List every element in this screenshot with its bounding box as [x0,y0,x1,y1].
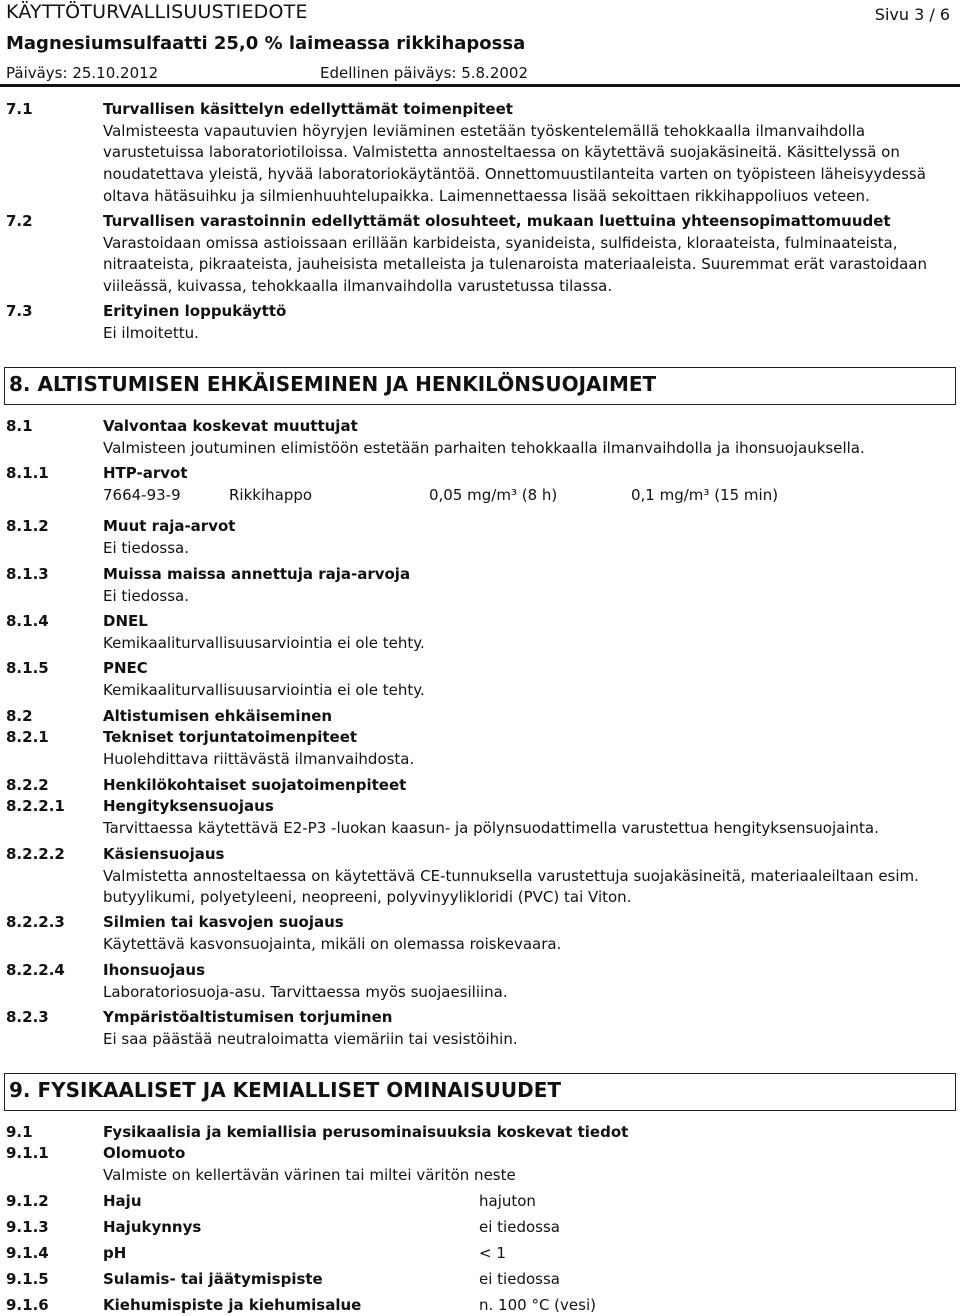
section-number: 9.1.1 [6,1144,49,1162]
section-number: 7.1 [6,100,33,118]
section-text: Ei ilmoitettu. [103,324,199,342]
section-text: Valmisteen joutuminen elimistöön estetään parhaiten tehokkaalla ilmanvaihdolla ja ihonsuojauksella. [103,439,865,457]
previous-issue-date: Edellinen päiväys: 5.8.2002 [320,64,529,82]
section-number: 8.1.2 [6,517,49,535]
section-number: 8.2.2.4 [6,961,65,979]
section-heading: Käsiensuojaus [103,845,225,863]
property-number: 9.1.5 [6,1270,49,1288]
page-number: Sivu 3 / 6 [874,5,950,24]
section-number: 8.2.3 [6,1008,49,1026]
section-heading: PNEC [103,659,148,677]
paragraph-line: Varastoidaan omissa astioissaan erillään karbideista, syanideista, sulfideista, kloraateista, fulminaateista, [103,234,898,252]
section-heading: Turvallisen varastoinnin edellyttämät olosuhteet, mukaan luettuina yhteensopimattomuudet [103,212,891,230]
section-heading: Fysikaalisia ja kemiallisia perusominaisuuksia koskevat tiedot [103,1123,629,1141]
section-heading: Hengityksensuojaus [103,797,274,815]
section-number: 8.1 [6,417,33,435]
section-text: Käytettävä kasvonsuojainta, mikäli on olemassa roiskevaara. [103,935,562,953]
property-label: pH [103,1244,127,1262]
section-text: Ei saa päästää neutraloimatta viemäriin tai vesistöihin. [103,1030,518,1048]
section-number: 9.1 [6,1123,33,1141]
property-value: hajuton [479,1192,536,1210]
section-8-title: 8. ALTISTUMISEN EHKÄISEMINEN JA HENKILÖNSUOJAIMET [9,372,657,396]
property-label: Hajukynnys [103,1218,202,1236]
section-text: Ei tiedossa. [103,587,189,605]
section-8-title-box [4,367,956,405]
cas-number: 7664-93-9 [103,486,181,504]
section-number: 8.1.3 [6,565,49,583]
paragraph-line: noudatettava yleistä, hyvää laboratoriokäytäntöä. Onnettomuustilanteita varten on työpisteen läheisyydessä [103,165,926,183]
section-heading: Tekniset torjuntatoimenpiteet [103,728,358,746]
property-number: 9.1.6 [6,1296,49,1314]
section-heading: Ihonsuojaus [103,961,206,979]
paragraph-line: varustetuissa laboratoriotiloissa. Valmistetta annosteltaessa on käytettävä suojakäsineitä. Käsittelyssä on [103,143,900,161]
section-number: 8.2.2.2 [6,845,65,863]
section-number: 8.2.2.3 [6,913,65,931]
section-9-title-box [4,1073,956,1111]
section-number: 8.1.4 [6,612,49,630]
property-number: 9.1.2 [6,1192,49,1210]
substance-name: Rikkihappo [229,486,313,504]
section-heading: Valvontaa koskevat muuttujat [103,417,358,435]
section-heading: Erityinen loppukäyttö [103,302,287,320]
property-number: 9.1.4 [6,1244,49,1262]
property-label: Kiehumispiste ja kiehumisalue [103,1296,362,1314]
section-number: 7.3 [6,302,33,320]
section-number: 8.2.2 [6,776,49,794]
section-text: Laboratoriosuoja-asu. Tarvittaessa myös suojaesiliina. [103,983,508,1001]
paragraph-line: nitraateista, pikraateista, jauheisista metalleista ja tulenaroista materiaaleista. Suuremmat erät varastoidaan [103,255,927,273]
product-name: Magnesiumsulfaatti 25,0 % laimeassa rikkihapossa [6,33,526,54]
section-number: 8.2 [6,707,33,725]
paragraph-line: Valmisteesta vapautuvien höyryjen leviäminen estetään työskentelemällä tehokkaalla ilmanvaihdolla [103,122,866,140]
section-heading: Altistumisen ehkäiseminen [103,707,333,725]
section-text: Kemikaaliturvallisuusarviointia ei ole tehty. [103,634,425,652]
section-heading: Henkilökohtaiset suojatoimenpiteet [103,776,407,794]
section-heading: Olomuoto [103,1144,186,1162]
section-heading: Ympäristöaltistumisen torjuminen [103,1008,393,1026]
section-text: Valmiste on kellertävän värinen tai miltei väritön neste [103,1166,516,1184]
limit-8h: 0,05 mg/m³ (8 h) [429,486,558,504]
limit-15min: 0,1 mg/m³ (15 min) [631,486,779,504]
section-9-title: 9. FYSIKAALISET JA KEMIALLISET OMINAISUUDET [9,1078,562,1102]
section-heading: Turvallisen käsittelyn edellyttämät toimenpiteet [103,100,513,118]
section-text: Ei tiedossa. [103,539,189,557]
section-number: 8.1.5 [6,659,49,677]
section-heading: DNEL [103,612,148,630]
property-number: 9.1.3 [6,1218,49,1236]
section-text: Kemikaaliturvallisuusarviointia ei ole tehty. [103,681,425,699]
section-text: Tarvittaessa käytettävä E2-P3 -luokan kaasun- ja pölynsuodattimella varustettua hengityksensuojainta. [103,819,879,837]
property-label: Haju [103,1192,142,1210]
section-number: 8.2.2.1 [6,797,65,815]
section-heading: Muut raja-arvot [103,517,236,535]
section-number: 8.2.1 [6,728,49,746]
property-label: Sulamis- tai jäätymispiste [103,1270,323,1288]
property-value: ei tiedossa [479,1270,560,1288]
header-divider [0,84,960,87]
property-value: < 1 [479,1244,506,1262]
issue-date: Päiväys: 25.10.2012 [6,64,159,82]
section-heading: Silmien tai kasvojen suojaus [103,913,344,931]
property-value: n. 100 °C (vesi) [479,1296,596,1314]
section-number: 8.1.1 [6,464,49,482]
section-heading: HTP-arvot [103,464,188,482]
section-heading: Muissa maissa annettuja raja-arvoja [103,565,411,583]
property-value: ei tiedossa [479,1218,560,1236]
section-text: Huolehdittava riittävästä ilmanvaihdosta. [103,750,415,768]
paragraph-line: oltava hätäsuihku ja silmienhuuhtelupaikka. Laimennettaessa lisää sekoittaen rikkihappoliuos veteen. [103,187,870,205]
paragraph-line: Valmistetta annosteltaessa on käytettävä CE-tunnuksella varustettuja suojakäsineitä, materiaaleiltaan esim. [103,867,919,885]
section-number: 7.2 [6,212,33,230]
document-type-title: KÄYTTÖTURVALLISUUSTIEDOTE [6,1,308,23]
paragraph-line: viileässä, kuivassa, tehokkaalla ilmanvaihdolla varustetussa tilassa. [103,277,613,295]
paragraph-line: butyylikumi, polyetyleeni, neopreeni, polyvinyylikloridi (PVC) tai Viton. [103,888,632,906]
